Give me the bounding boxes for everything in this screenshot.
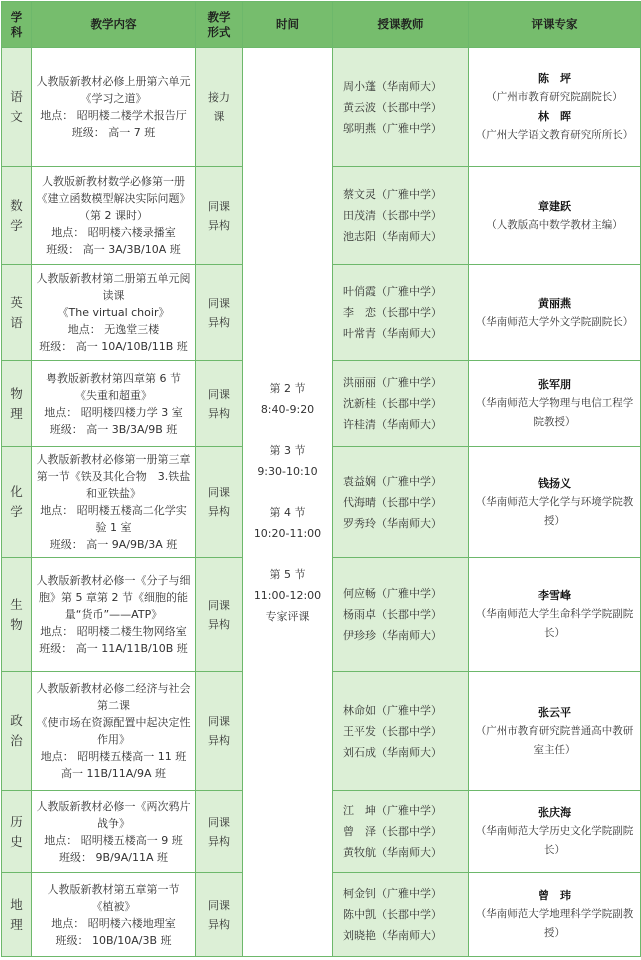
- teacher-cell: 洪丽丽（广雅中学） 沈新桂（长郡中学） 许桂清（华南师大）: [333, 361, 469, 447]
- content-cell: 人教版新教材第五章第一节 《植被》 地点： 昭明楼六楼地理室 班级： 10B/10A/3B 班: [32, 873, 196, 957]
- content-cell: 人教版新教材第二册第五单元阅读课 《The virtual choir》 地点： 无逸堂三楼 班级： 高一 10A/10B/11B 班: [32, 265, 196, 361]
- expert-cell: 陈 坪 （广州市教育研究院副院长） 林 晖 （广州大学语文教育研究所所长）: [469, 48, 641, 167]
- teacher-cell: 林命如（广雅中学） 王平发（长郡中学） 刘石成（华南师大）: [333, 672, 469, 791]
- expert-cell: 张军朋 （华南师范大学物理与电信工程学院教授）: [469, 361, 641, 447]
- header-subject: 学科: [2, 2, 32, 48]
- subject-cell: 历 史: [2, 791, 32, 873]
- header-row: [2, 2, 641, 48]
- subject-cell: 物 理: [2, 361, 32, 447]
- content-cell: 粤教版新教材第四章第 6 节 《失重和超重》 地点： 昭明楼四楼力学 3 室 班级： 高一 3B/3A/9B 班: [32, 361, 196, 447]
- form-cell: 同课 异构: [196, 447, 243, 558]
- schedule-table: [1, 1, 641, 957]
- form-cell: 同课 异构: [196, 265, 243, 361]
- teacher-cell: 蔡文灵（广雅中学） 田茂清（长郡中学） 池志阳（华南师大）: [333, 167, 469, 265]
- content-cell: 人教版新教材数学必修第一册《建立函数模型解决实际问题》（第 2 课时） 地点： 昭明楼六楼录播室 班级： 高一 3A/3B/10A 班: [32, 167, 196, 265]
- subject-cell: 地 理: [2, 873, 32, 957]
- teacher-cell: 周小蓬（华南师大） 黄云波（长郡中学） 邬明燕（广雅中学）: [333, 48, 469, 167]
- teacher-cell: 柯金钊（广雅中学） 陈中凯（长郡中学） 刘晓艳（华南师大）: [333, 873, 469, 957]
- form-cell: 同课 异构: [196, 672, 243, 791]
- teacher-cell: 袁益娴（广雅中学） 代海晴（长郡中学） 罗秀玲（华南师大）: [333, 447, 469, 558]
- teacher-cell: 叶俏霞（广雅中学） 李 恋（长郡中学） 叶常青（华南师大）: [333, 265, 469, 361]
- expert-cell: 黄丽燕 （华南师范大学外文学院副院长）: [469, 265, 641, 361]
- content-cell: 人教版新教材必修上册第六单元 《学习之道》 地点： 昭明楼二楼学术报告厅 班级： 高一 7 班: [32, 48, 196, 167]
- subject-cell: 语 文: [2, 48, 32, 167]
- header-time: 时间: [243, 2, 333, 48]
- form-cell: 同课 异构: [196, 873, 243, 957]
- header-content: 教学内容: [32, 2, 196, 48]
- expert-cell: 章建跃 （人教版高中数学教材主编）: [469, 167, 641, 265]
- expert-cell: 张云平 （广州市教育研究院普通高中教研室主任）: [469, 672, 641, 791]
- teacher-cell: 江 坤（广雅中学） 曾 泽（长郡中学） 黄牧航（华南师大）: [333, 791, 469, 873]
- expert-cell: 曾 玮 （华南师范大学地理科学学院副教授）: [469, 873, 641, 957]
- content-cell: 人教版新教材必修二经济与社会第二课 《使市场在资源配置中起决定性作用》 地点： 昭明楼五楼高一 11 班 高一 11B/11A/9A 班: [32, 672, 196, 791]
- header-teacher: 授课教师: [333, 2, 469, 48]
- expert-cell: 张庆海 （华南师范大学历史文化学院副院长）: [469, 791, 641, 873]
- subject-cell: 生 物: [2, 558, 32, 672]
- form-cell: 同课 异构: [196, 361, 243, 447]
- form-cell: 同课 异构: [196, 791, 243, 873]
- content-cell: 人教版新教材必修一《两次鸦片战争》 地点： 昭明楼五楼高一 9 班 班级： 9B/9A/11A 班: [32, 791, 196, 873]
- header-form: 教学形式: [196, 2, 243, 48]
- subject-cell: 数 学: [2, 167, 32, 265]
- form-cell: 同课 异构: [196, 167, 243, 265]
- form-cell: 接力 课: [196, 48, 243, 167]
- table-row: [2, 48, 641, 167]
- teacher-cell: 何应畅（广雅中学） 杨雨卓（长郡中学） 伊珍珍（华南师大）: [333, 558, 469, 672]
- subject-cell: 化 学: [2, 447, 32, 558]
- form-cell: 同课 异构: [196, 558, 243, 672]
- subject-cell: 政 治: [2, 672, 32, 791]
- subject-cell: 英 语: [2, 265, 32, 361]
- content-cell: 人教版新教材必修第一册第三章第一节《铁及其化合物 3.铁盐和亚铁盐》 地点： 昭明楼五楼高二化学实验 1 室 班级： 高一 9A/9B/3A 班: [32, 447, 196, 558]
- header-expert: 评课专家: [469, 2, 641, 48]
- expert-cell: 李雪峰 （华南师范大学生命科学学院副院长）: [469, 558, 641, 672]
- expert-cell: 钱扬义 （华南师范大学化学与环境学院教授）: [469, 447, 641, 558]
- content-cell: 人教版新教材必修一《分子与细胞》第 5 章第 2 节《细胞的能量“货币”——ATP》 地点： 昭明楼二楼生物网络室 班级： 高一 11A/11B/10B 班: [32, 558, 196, 672]
- time-cell: 第 2 节 8:40-9:20 第 3 节 9:30-10:10 第 4 节 10:20-11:00 第 5 节 11:00-12:00 专家评课: [243, 48, 333, 957]
